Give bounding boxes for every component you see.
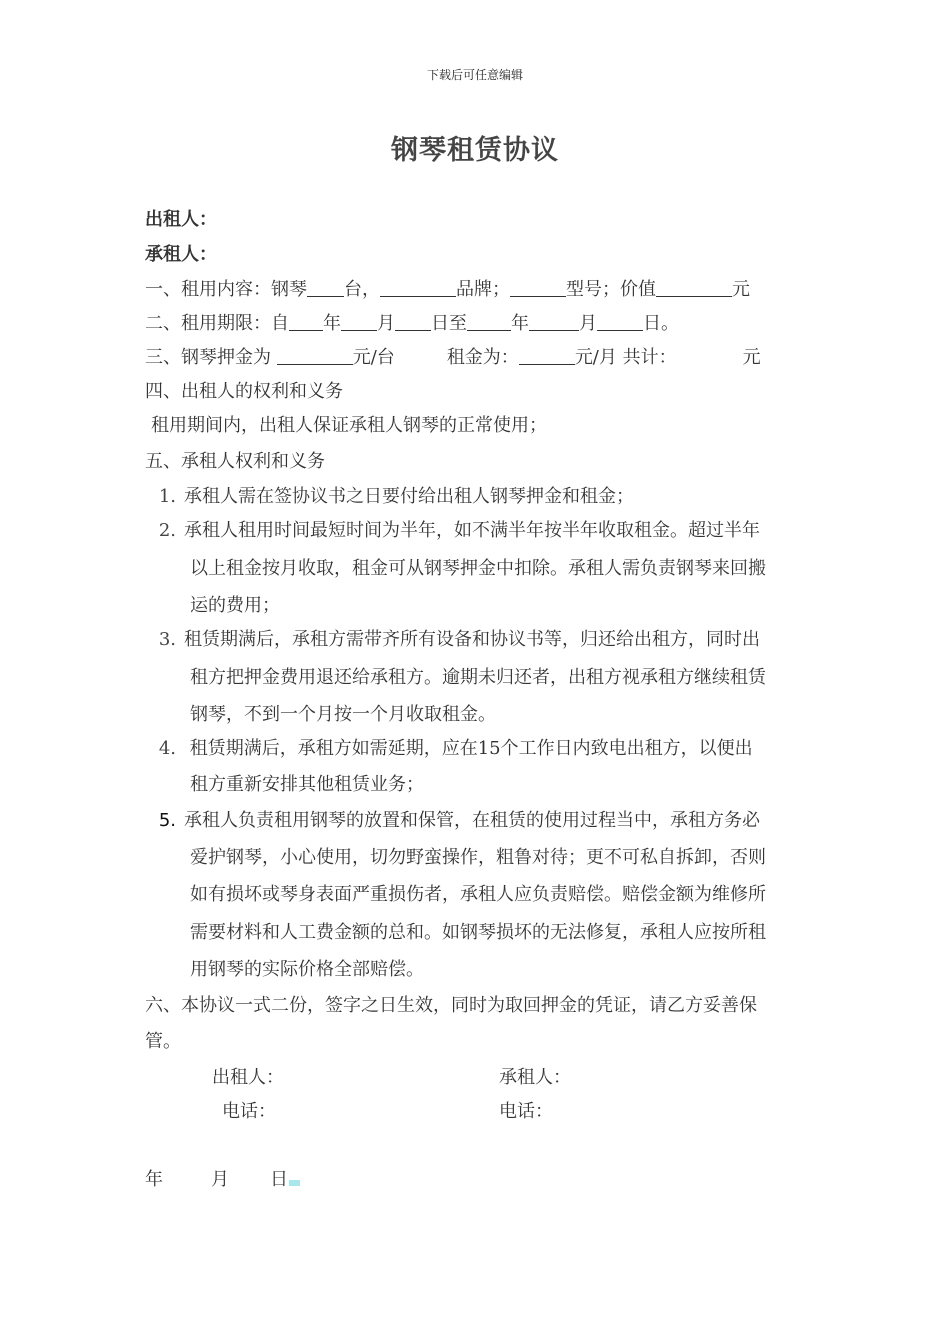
date-year: 年 [145,1169,163,1190]
end-day-blank[interactable] [597,312,643,331]
item-number: 2. [158,520,176,541]
item-line: 运的费用； [190,595,280,616]
clause-2 [145,312,679,336]
rent-blank[interactable] [519,346,575,365]
date-day-group [270,1168,300,1192]
item-line: 钢琴，不到一个月按一个月收取租金。 [190,704,496,725]
signature-lessee-phone: 电话： [499,1101,553,1122]
brand-blank[interactable] [380,278,456,297]
item-line: 如有损坏或琴身表面严重损伤者，承租人应负责赔偿。赔偿金额为维修所 [190,884,766,905]
clause-1-text-e: 元 [732,279,750,300]
item-line: 承租人租用时间最短时间为半年，如不满半年按半年收取租金。超过半年 [184,520,760,541]
item-number: 4. [158,738,176,759]
clause-1 [145,278,750,302]
clause-3-text-b: 元/台 [352,347,395,368]
clause-3-text-e: 元 [742,347,761,368]
start-day-blank[interactable] [395,312,431,331]
date-day: 日 [270,1169,288,1190]
clause-2-text-d: 日至 [431,313,467,334]
clause-2-text-a: 二、租用期限：自 [145,313,289,334]
clause-3 [145,346,761,370]
item-line: 租赁期满后，承租方如需延期，应在15个工作日内致电出租方，以便出 [184,738,753,759]
clause-3-text-c: 租金为： [446,347,519,368]
item-number: 5. [158,810,176,831]
item-line: 以上租金按月收取，租金可从钢琴押金中扣除。承租人需负责钢琴来回搬 [190,558,766,579]
clause-4-heading: 四、出租人的权利和义务 [145,381,343,402]
quantity-blank[interactable] [307,278,344,297]
item-number: 1. [158,486,176,507]
clause-2-text-c: 月 [377,313,395,334]
clause-3-text-d: 元/月 共计： [574,347,677,368]
list-item [146,737,753,761]
lessor-label: 出租人： [145,209,217,230]
value-blank[interactable] [656,278,732,297]
model-blank[interactable] [510,278,566,297]
start-year-blank[interactable] [289,312,323,331]
highlight-mark [289,1180,300,1186]
clause-1-text-a: 一、租用内容：钢琴 [145,279,307,300]
end-year-blank[interactable] [467,312,511,331]
end-month-blank[interactable] [529,312,579,331]
clause-2-text-b: 年 [323,313,341,334]
deposit-blank[interactable] [277,346,353,365]
lessee-label: 承租人： [145,244,217,265]
list-item [146,485,634,509]
list-item [146,519,760,543]
clause-1-text-d: 型号；价值 [566,279,656,300]
item-line: 租方重新安排其他租赁业务； [190,774,424,795]
clause-1-text-b: 台， [344,279,380,300]
clause-4-text: 租用期间内，出租人保证承租人钢琴的正常使用； [151,415,547,436]
clause-3-text-a: 三、钢琴押金为 [145,347,277,368]
item-line: 租赁期满后，承租方需带齐所有设备和协议书等，归还给出租方，同时出 [184,629,760,650]
clause-6-line-2: 管。 [145,1031,181,1052]
clause-5-heading: 五、承租人权利和义务 [145,451,325,472]
start-month-blank[interactable] [341,312,377,331]
list-item [146,809,760,833]
document-title: 钢琴租赁协议 [391,135,559,166]
item-line: 承租人需在签协议书之日要付给出租人钢琴押金和租金； [184,486,634,507]
clause-2-text-g: 日。 [643,313,679,334]
page-header: 下载后可任意编辑 [426,68,523,82]
clause-1-text-c: 品牌； [456,279,510,300]
item-line: 租方把押金费用退还给承租方。逾期未归还者，出租方视承租方继续租赁 [190,667,766,688]
item-line: 承租人负责租用钢琴的放置和保管，在租赁的使用过程当中，承租方务必 [184,810,760,831]
clause-2-text-e: 年 [511,313,529,334]
clause-2-text-f: 月 [579,313,597,334]
item-line: 用钢琴的实际价格全部赔偿。 [190,959,424,980]
signature-lessor: 出租人： [212,1067,284,1088]
item-line: 爱护钢琴，小心使用，切勿野蛮操作，粗鲁对待；更不可私自拆卸，否则 [190,847,766,868]
item-line: 需要材料和人工费金额的总和。如钢琴损坏的无法修复，承租人应按所租 [190,922,766,943]
item-number: 3. [158,629,176,650]
list-item [146,628,760,652]
signature-lessor-phone: 电话： [222,1101,276,1122]
signature-lessee: 承租人： [499,1067,571,1088]
clause-6-line-1: 六、本协议一式二份，签字之日生效，同时为取回押金的凭证，请乙方妥善保 [145,995,757,1016]
date-month: 月 [211,1169,229,1190]
